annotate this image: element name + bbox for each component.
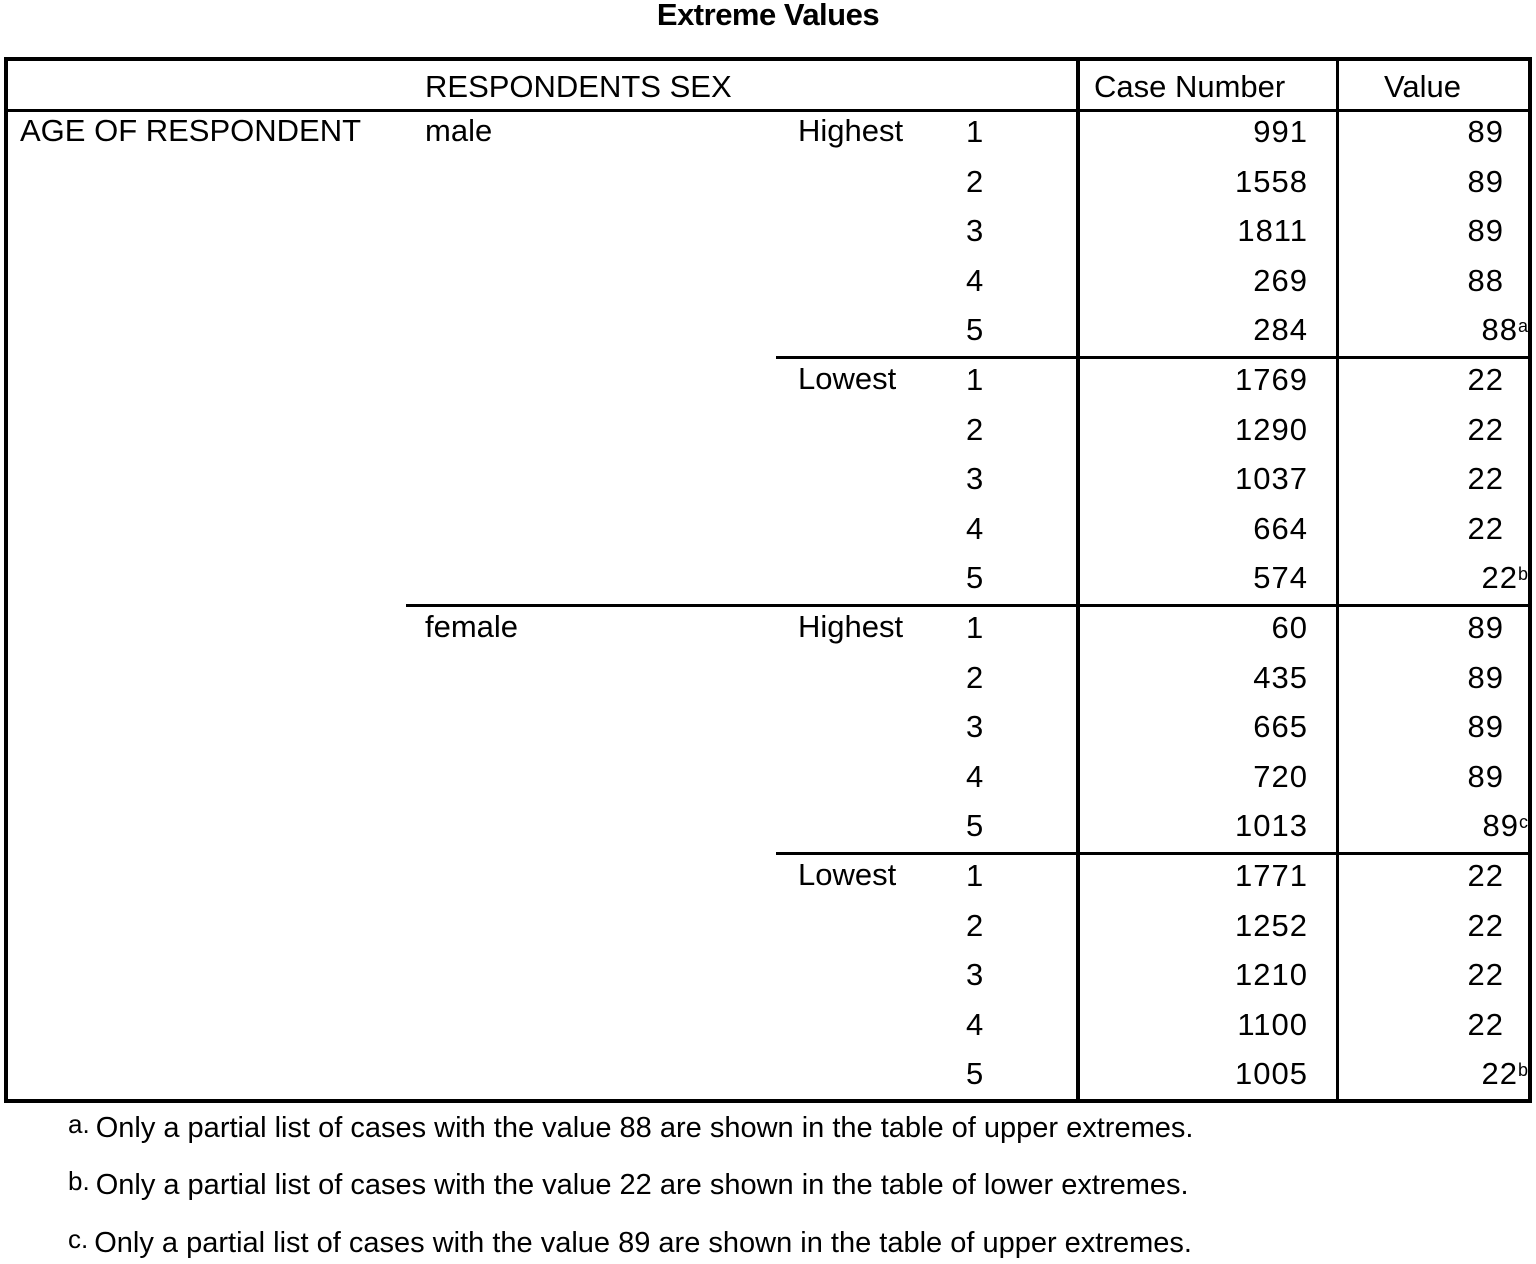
value-cell bbox=[1348, 164, 1504, 200]
value-cell bbox=[1348, 511, 1504, 547]
value-cell bbox=[1348, 213, 1504, 249]
value-text: 22 bbox=[1467, 362, 1504, 397]
value-cell bbox=[1348, 114, 1504, 150]
value-text: 89 bbox=[1467, 758, 1504, 794]
extreme-type-label: Highest bbox=[798, 113, 904, 148]
value-text: 89 bbox=[1467, 610, 1504, 645]
rank-cell: 1 bbox=[966, 114, 984, 149]
rank-cell: 4 bbox=[966, 262, 984, 298]
value-cell bbox=[1348, 660, 1504, 696]
case-number-cell: 1210 bbox=[1235, 957, 1308, 993]
value-cell bbox=[1348, 1007, 1504, 1043]
block-divider bbox=[776, 356, 1528, 359]
block-divider bbox=[776, 852, 1528, 855]
case-number-cell: 435 bbox=[1253, 659, 1308, 695]
value-cell bbox=[1348, 362, 1504, 398]
extreme-type-label: Lowest bbox=[798, 361, 897, 396]
case-number-cell: 1771 bbox=[1235, 858, 1308, 893]
case-number-cell: 60 bbox=[1271, 610, 1308, 645]
case-number-cell: 1005 bbox=[1235, 1056, 1308, 1092]
value-cell bbox=[1348, 957, 1504, 993]
rank-cell: 5 bbox=[966, 312, 984, 348]
value-text: 22 bbox=[1467, 858, 1504, 893]
value-cell bbox=[1348, 709, 1504, 745]
value-cell bbox=[1348, 759, 1504, 795]
value-text: 22 bbox=[1467, 1006, 1504, 1042]
footnote-marker: b bbox=[1517, 564, 1528, 585]
value-cell bbox=[1348, 263, 1504, 299]
column-divider-value bbox=[1336, 61, 1339, 1099]
case-number-cell: 991 bbox=[1253, 114, 1308, 149]
extreme-values-table bbox=[4, 57, 1532, 1103]
value-text: 89 bbox=[1467, 213, 1504, 249]
rank-cell: 3 bbox=[966, 461, 984, 497]
value-cell bbox=[1348, 461, 1504, 497]
rank-cell: 3 bbox=[966, 709, 984, 745]
case-number-cell: 720 bbox=[1253, 758, 1308, 794]
case-number-cell: 1558 bbox=[1235, 163, 1308, 199]
footnote-text: Only a partial list of cases with the value 89 are shown in the table of upper extremes. bbox=[94, 1227, 1192, 1259]
value-text: 22 bbox=[1467, 957, 1504, 993]
extreme-type-label: Highest bbox=[798, 609, 904, 644]
value-cell bbox=[1348, 560, 1528, 596]
rank-cell: 5 bbox=[966, 1056, 984, 1092]
value-text: 89 bbox=[1467, 114, 1504, 149]
case-number-cell: 665 bbox=[1253, 709, 1308, 745]
group-divider bbox=[406, 604, 1528, 607]
sex-label: female bbox=[425, 609, 519, 644]
footnote-marker: b bbox=[1517, 1060, 1528, 1081]
rank-cell: 1 bbox=[966, 610, 984, 645]
case-number-cell: 664 bbox=[1253, 510, 1308, 546]
footnote-marker: a bbox=[1517, 316, 1528, 337]
sex-label: male bbox=[425, 113, 493, 148]
header-case-number: Case Number bbox=[1094, 69, 1286, 104]
column-divider-case bbox=[1076, 61, 1080, 1099]
rank-cell: 3 bbox=[966, 213, 984, 249]
rank-cell: 4 bbox=[966, 510, 984, 546]
value-cell bbox=[1348, 412, 1504, 448]
value-text: 22 bbox=[1481, 1056, 1518, 1092]
footnote-label: c. bbox=[68, 1224, 89, 1254]
rank-cell: 5 bbox=[966, 560, 984, 596]
value-cell bbox=[1348, 312, 1528, 348]
footnote-marker: c bbox=[1519, 812, 1528, 833]
value-text: 22 bbox=[1467, 907, 1504, 943]
footnote-text: Only a partial list of cases with the value 22 are shown in the table of lower extremes. bbox=[95, 1169, 1189, 1201]
value-text: 88 bbox=[1467, 262, 1504, 298]
value-text: 22 bbox=[1481, 560, 1518, 596]
rank-cell: 3 bbox=[966, 957, 984, 993]
variable-label: AGE OF RESPONDENT bbox=[20, 113, 362, 148]
extreme-type-label: Lowest bbox=[798, 857, 897, 892]
footnote bbox=[68, 1111, 1193, 1145]
case-number-cell: 1037 bbox=[1235, 461, 1308, 497]
value-cell bbox=[1348, 610, 1504, 646]
table-title: Extreme Values bbox=[656, 0, 880, 32]
case-number-cell: 1252 bbox=[1235, 907, 1308, 943]
case-number-cell: 1811 bbox=[1237, 213, 1308, 249]
case-number-cell: 1769 bbox=[1235, 362, 1308, 397]
rank-cell: 5 bbox=[966, 808, 984, 844]
footnote-label: b. bbox=[68, 1166, 90, 1196]
footnote-text: Only a partial list of cases with the value 88 are shown in the table of upper extremes. bbox=[95, 1112, 1194, 1144]
value-text: 22 bbox=[1467, 411, 1504, 447]
rank-cell: 1 bbox=[966, 858, 984, 893]
value-cell bbox=[1348, 858, 1504, 894]
value-cell bbox=[1348, 908, 1504, 944]
footnote bbox=[68, 1168, 1189, 1202]
value-text: 22 bbox=[1467, 461, 1504, 497]
case-number-cell: 284 bbox=[1253, 312, 1308, 348]
value-cell bbox=[1348, 808, 1528, 844]
rank-cell: 1 bbox=[966, 362, 984, 397]
rank-cell: 2 bbox=[966, 659, 984, 695]
case-number-cell: 269 bbox=[1253, 262, 1308, 298]
value-text: 88 bbox=[1481, 312, 1518, 348]
value-cell bbox=[1348, 1056, 1528, 1092]
case-number-cell: 1100 bbox=[1237, 1006, 1308, 1042]
footnote bbox=[68, 1226, 1192, 1260]
case-number-cell: 1013 bbox=[1235, 808, 1308, 844]
rank-cell: 2 bbox=[966, 163, 984, 199]
header-divider bbox=[8, 109, 1528, 112]
value-text: 89 bbox=[1467, 163, 1504, 199]
header-value: Value bbox=[1384, 69, 1461, 104]
value-text: 89 bbox=[1467, 659, 1504, 695]
case-number-cell: 1290 bbox=[1235, 411, 1308, 447]
header-respondents-sex: RESPONDENTS SEX bbox=[425, 69, 732, 104]
value-text: 89 bbox=[1467, 709, 1504, 745]
rank-cell: 4 bbox=[966, 758, 984, 794]
rank-cell: 2 bbox=[966, 907, 984, 943]
rank-cell: 2 bbox=[966, 411, 984, 447]
footnote-label: a. bbox=[68, 1109, 90, 1139]
value-text: 22 bbox=[1467, 510, 1504, 546]
rank-cell: 4 bbox=[966, 1006, 984, 1042]
value-text: 89 bbox=[1482, 808, 1519, 844]
case-number-cell: 574 bbox=[1253, 560, 1308, 596]
